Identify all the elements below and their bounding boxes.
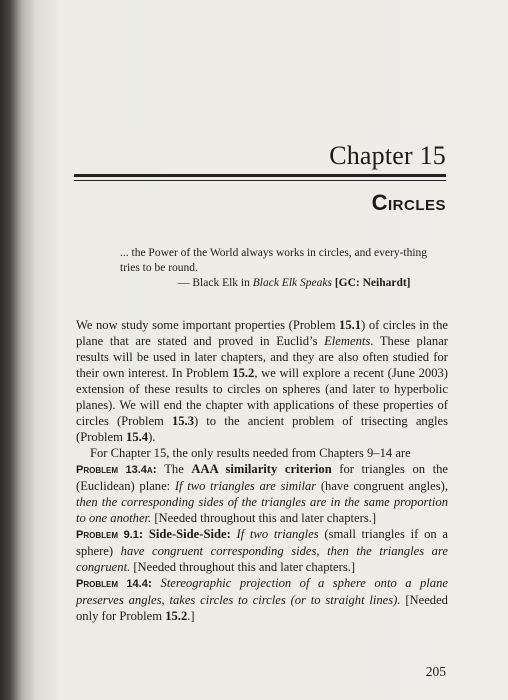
problem-14-4: Problem 14.4: Stereographic projection of a sphere onto a plane preserves angles, takes circles to circles (or to straight lines). [Needed only for Problem 15.2.] [76,576,448,623]
epigraph [120,246,440,291]
title-rule-thick [74,174,446,177]
chapter-number: Chapter 15 [329,141,446,170]
problem-label: Problem 9.1 [76,529,139,541]
chapter-title: Circles [371,190,446,215]
problem-label: Problem 13.4a [76,464,153,476]
epigraph-ref: [GC: Neihardt] [334,277,411,289]
problem-13-4a: Problem 13.4a: The AAA similarity criterion for triangles on the (Euclidean) plane: If two triangles are similar (have congruent angles), then the corresponding sides of the triangles are in the same proportion to one another. [Needed throughout this and later chapters.] [76,462,449,525]
bleed-through-text [120,112,420,242]
epigraph-quote: ... the Power of the World always works in circles, and every-thing tries to be round. [120,247,428,274]
page-number: 205 [425,664,446,679]
title-rule-thin [74,180,446,181]
problem-label: Problem 14.4 [76,578,148,590]
epigraph-attribution: — Black Elk in Black Elk Speaks [GC: Neihardt] [178,277,411,289]
problem-9-1: Problem 9.1: Side-Side-Side: If two triangles (small triangles if on a sphere) have congruent corresponding sides, then the triangles are congruent. [Needed throughout this and later chapters.] [76,527,448,574]
main-text [76,317,448,624]
intro-paragraph: We now study some important properties (Problem 15.1) of circles in the plane that are stated and proved in Euclid’s Elements. These planar results will be used in later chapters, and they are also often studied for their own interest. In Problem 15.2, we will explore a recent (June 2003) extension of these results to circles on spheres (and later to hyperbolic planes). We will end the chapter with applications of these properties of circles (Problem 15.3) to the ancient problem of trisecting angles (Problem 15.4). [76,318,449,444]
lead-paragraph: For Chapter 15, the only results needed from Chapters 9–14 are [90,446,411,460]
